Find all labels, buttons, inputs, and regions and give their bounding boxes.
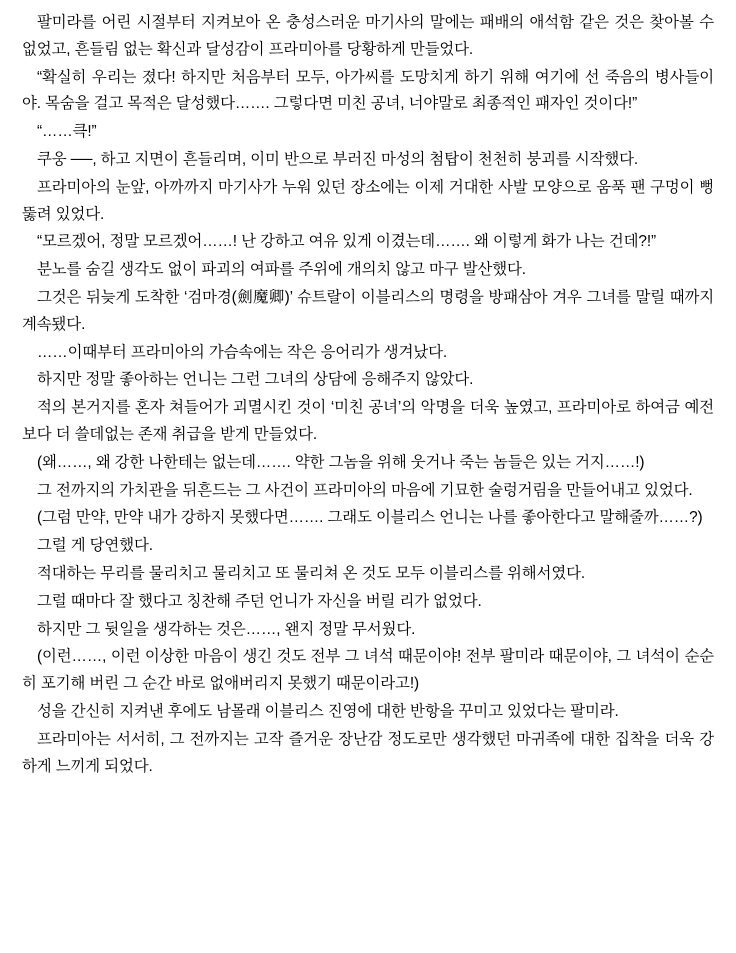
paragraph: 적의 본거지를 혼자 쳐들어가 괴멸시킨 것이 ‘미친 공녀’의 악명을 더욱 높였고, 프라미아로 하여금 예전보다 더 쓸데없는 존재 취급을 받게 만들었다. [22, 399, 714, 443]
paragraph: 하지만 정말 좋아하는 언니는 그런 그녀의 상담에 응해주지 않았다. [37, 371, 474, 389]
paragraph: 팔미라를 어린 시절부터 지켜보아 온 충성스러운 마기사의 말에는 패배의 애석함 같은 것은 찾아볼 수 없었고, 흔들림 없는 확신과 달성감이 프라미아를 당황하게 만들었다. [22, 14, 714, 58]
paragraph: ……이때부터 프라미아의 가슴속에는 작은 응어리가 생겨났다. [37, 343, 448, 361]
paragraph: “모르겠어, 정말 모르겠어……! 난 강하고 여유 있게 이겼는데……. 왜 이렇게 화가 나는 건데?!” [37, 233, 657, 251]
paragraph: 분노를 숨길 생각도 없이 파괴의 여파를 주위에 개의치 않고 마구 발산했다. [37, 261, 526, 279]
paragraph: 프라미아는 서서히, 그 전까지는 고작 즐거운 장난감 정도로만 생각했던 마귀족에 대한 집착을 더욱 강하게 느끼게 되었다. [22, 730, 714, 775]
paragraph: “확실히 우리는 졌다! 하지만 처음부터 모두, 아가씨를 도망치게 하기 위해 여기에 선 죽음의 병사들이야. 목숨을 걸고 목적은 달성했다……. 그렇다면 미친 공녀, 너야말로 최종적인 패자인 것이다!” [22, 68, 714, 113]
paragraph: 프라미아의 눈앞, 아까까지 마기사가 누워 있던 장소에는 이제 거대한 사발 모양으로 움푹 팬 구멍이 뻥 뚫려 있었다. [22, 178, 714, 223]
paragraph: 그럴 게 당연했다. [37, 537, 153, 555]
paragraph: 그럴 때마다 잘 했다고 칭찬해 주던 언니가 자신을 버릴 리가 없었다. [37, 592, 482, 610]
paragraph: “……큭!” [37, 123, 97, 141]
paragraph: (왜……, 왜 강한 나한테는 없는데……. 약한 그놈을 위해 웃거나 죽는 놈들은 있는 거지……!) [37, 453, 645, 471]
paragraph: 하지만 그 뒷일을 생각하는 것은……, 왠지 정말 무서웠다. [37, 620, 416, 638]
paragraph: 그 전까지의 가치관을 뒤흔드는 그 사건이 프라미아의 마음에 기묘한 술렁거림을 만들어내고 있었다. [37, 481, 693, 499]
paragraph: (이런……, 이런 이상한 마음이 생긴 것도 전부 그 녀석 때문이야! 전부 팔미라 때문이야, 그 녀석이 순순히 포기해 버린 그 순간 바로 없애버리지 못했기 때문이라고!) [22, 648, 714, 693]
paragraph: (그럼 만약, 만약 내가 강하지 못했다면……. 그래도 이블리스 언니는 나를 좋아한다고 말해줄까……?) [37, 509, 703, 527]
paragraph: 그것은 뒤늦게 도착한 ‘검마경(劍魔卿)’ 슈트랄이 이블리스의 명령을 방패삼아 겨우 그녀를 말릴 때까지 계속됐다. [22, 288, 714, 333]
paragraph: 성을 간신히 지켜낸 후에도 남몰래 이블리스 진영에 대한 반항을 꾸미고 있었다는 팔미라. [37, 702, 619, 720]
paragraph: 쿠웅 ──, 하고 지면이 흔들리며, 이미 반으로 부러진 마성의 첨탑이 천천히 붕괴를 시작했다. [37, 150, 639, 168]
paragraph: 적대하는 무리를 물리치고 물리치고 또 물리쳐 온 것도 모두 이블리스를 위해서였다. [37, 564, 586, 582]
